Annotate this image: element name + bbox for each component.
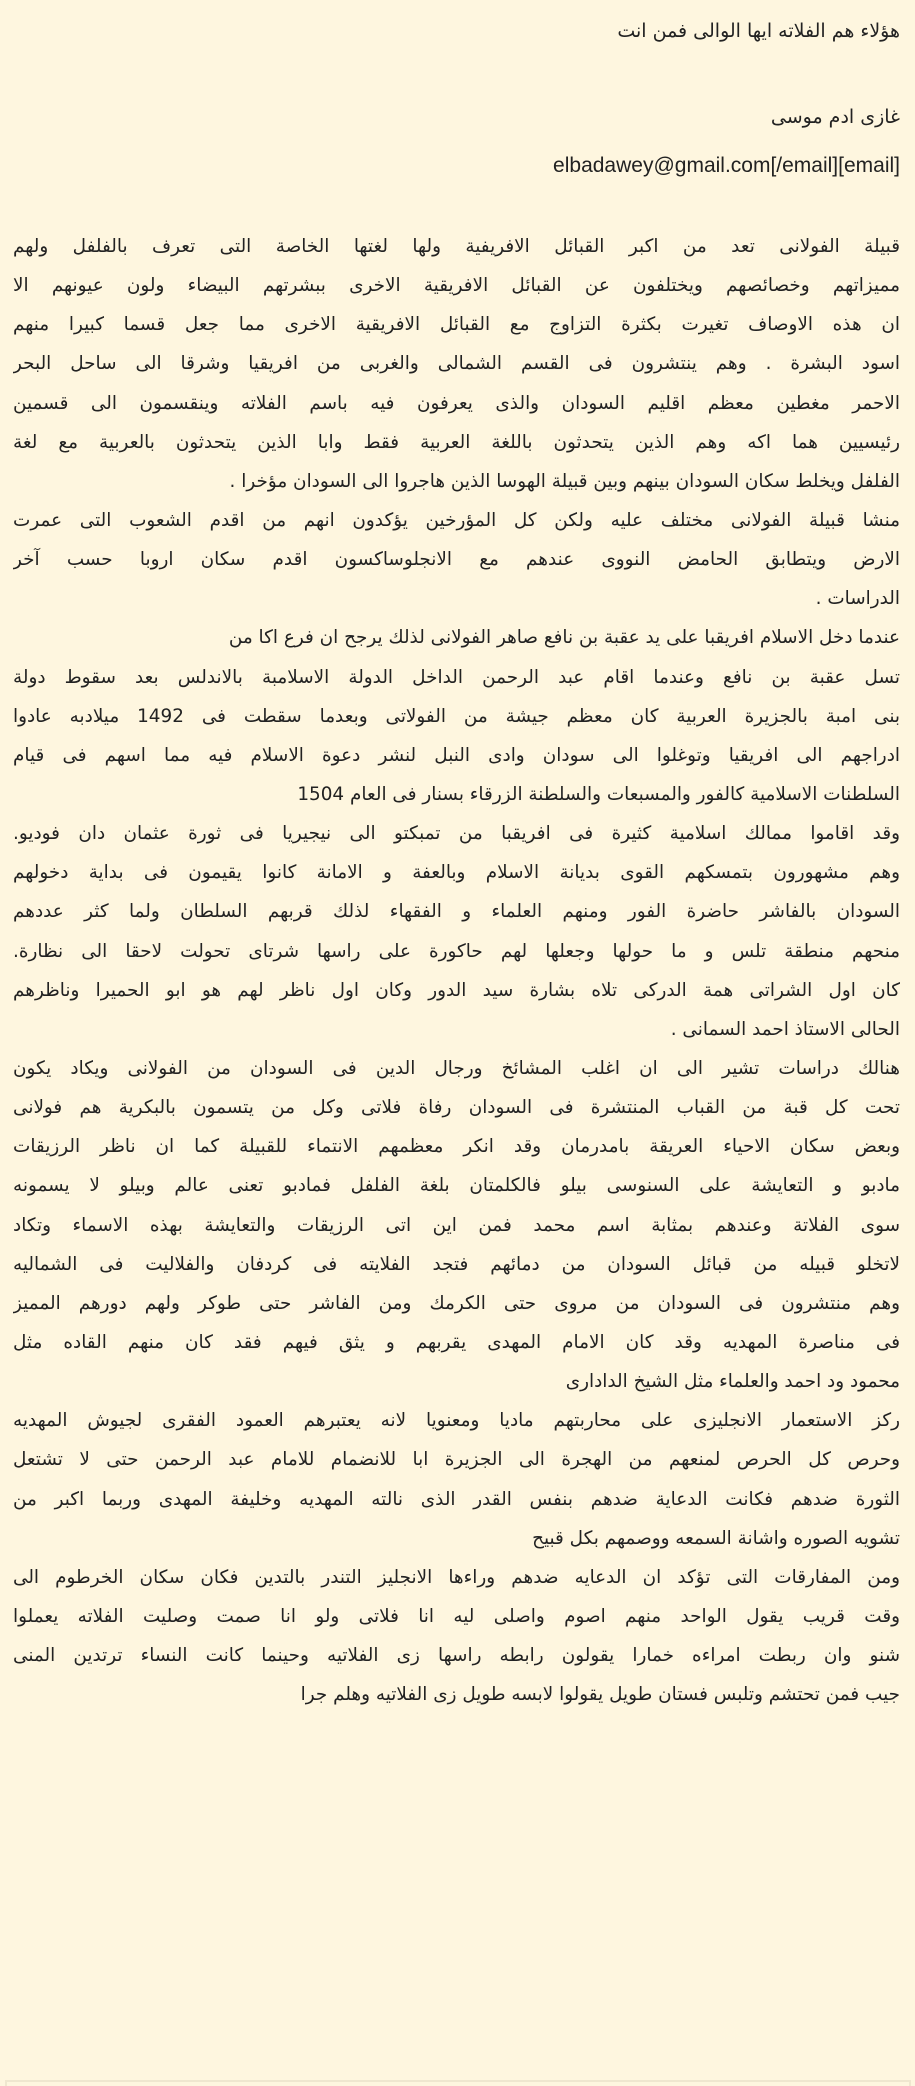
article-line: سوى الفلاتة وعندهم بمثابة اسم محمد فمن اين اتى الرزيقات والتعايشة بهذه الاسماء وتكاد xyxy=(13,1214,900,1236)
author-email[interactable]: elbadawey@gmail.com[/email][email] xyxy=(553,154,900,177)
article-line: تحت كل قبة من القباب المنتشرة فى السودان رفاة فلاتى وكل من يتسمون بالبكرية هم فولانى xyxy=(13,1097,900,1119)
article-line: وبعض سكان الاحياء العريقة بامدرمان وقد انكر معظمهم الانتماء للقبيلة كما ان ناظر الرزيقات xyxy=(13,1136,900,1158)
article-line: ادراجهم الى افريقيا وتوغلوا الى سودان وادى النبل لنشر دعوة الاسلام فيه مما اسهم فى قيام xyxy=(13,744,900,766)
article-line: الفلفل ويخلط سكان السودان بينهم وبين قبيلة الهوسا الذين هاجروا الى السودان مؤخرا . xyxy=(229,470,900,492)
article-line: الاحمر مغطين معظم اقليم السودان والذى يعرفون فيه باسم الفلاته وينقسمون الى قسمين xyxy=(13,392,900,414)
article-title: هؤلاء هم الفلاته ايها الوالى فمن انت xyxy=(617,20,900,42)
article-line: الدراسات . xyxy=(815,588,900,610)
article-line: ركز الاستعمار الانجليزى على محاربتهم ماديا ومعنويا لانه يعتبرهم العمود الفقرى لجيوش المهديه xyxy=(13,1410,900,1432)
article-line: الارض ويتطابق الحامض النووى عندهم مع الانجلوساكسون اقدم سكان اروبا حسب آخر xyxy=(13,549,900,571)
article-line: عندما دخل الاسلام افريقبا على يد عقبة بن نافع صاهر الفولانى لذلك يرجح ان فرع اكا من xyxy=(228,627,900,649)
article-line: اسود البشرة . وهم ينتشرون فى القسم الشمالى والغربى من افريقيا وشرقا الى ساحل البحر xyxy=(13,353,900,375)
article-line: شنو وان ربطت امراءه خمارا يقولون رابطه راسها زى الفلاتيه وحينما كانت النساء ترتدين المنى xyxy=(13,1645,900,1667)
article-line: الثورة ضدهم فكانت الدعاية ضدهم بنفس القدر الذى نالته المهديه وخليفة المهدى وربما اكبر من xyxy=(13,1488,900,1510)
article-line: وقد اقاموا ممالك اسلامية كثيرة فى افريقبا من تمبكتو الى نيجيريا فى ثورة عثمان دان فوديو. xyxy=(13,823,900,845)
article-line: تسل عقبة بن نافع وعندما اقام عبد الرحمن الداخل الدولة الاسلامبة بالاندلس بعد سقوط دولة xyxy=(13,666,900,688)
article-line: وهم مشهورون بتمسكهم القوى بديانة الاسلام وبالعفة و الامانة كانوا يقيمون فى بداية دخولهم xyxy=(13,862,900,884)
article-line: هنالك دراسات تشير الى ان اغلب المشائخ ورجال الدين فى السودان من الفولانى ويكاد يكون xyxy=(13,1057,900,1079)
article-line: منحهم منطقة تلس و ما حولها وجعلها لهم حاكورة على راسها شرتاى تحولت لاحقا الى نظارة. xyxy=(13,940,900,962)
article-line: السودان بالفاشر حاضرة الفور ومنهم العلماء و الفقهاء لذلك قربهم السلطان ولما كثر عددهم xyxy=(13,901,900,923)
article-line: بنى امبة بالجزيرة العربية كان معظم جيشة من الفولاتى وبعدما سقطت فى 1492 ميلادبه عادوا xyxy=(13,705,900,727)
article-line: قبيلة الفولانى تعد من اكبر القبائل الافريفية ولها لغتها الخاصة التى تعرف بالفلفل ولهم xyxy=(13,236,900,257)
article-body xyxy=(13,227,900,1714)
article-line: مميزاتهم وخصائصهم ويختلفون عن القبائل الافريقية الاخرى ببشرتهم البيضاء ولون عيونهم الا xyxy=(13,275,900,297)
article-line: محمود ود احمد والعلماء مثل الشيخ الدادارى xyxy=(565,1371,900,1393)
article-line: ان هذه الاوصاف تغيرت بكثرة التزاوج مع القبائل الافريقية الاخرى مما جعل قسما كبيرا منهم xyxy=(13,314,900,336)
article-line: لاتخلو قبيله من قبائل السودان من دمائهم فتجد الفلايته فى كردفان والفلاليت فى الشماليه xyxy=(13,1253,900,1275)
article-line: رئيسيين هما اكه وهم الذين يتحدثون باللغة العربية فقط وابا الذين يتحدثون بالعربية مع لغة xyxy=(13,431,900,453)
article-line: ومن المفارقات التى تؤكد ان الدعايه ضدهم وراءها الانجليز التندر بالتدين فكان سكان الخرطوم الى xyxy=(13,1566,900,1588)
article-line: وحرص كل الحرص لمنعهم من الهجرة الى الجزيرة ابا للانضمام للامام عبد الرحمن حتى لا تشتعل xyxy=(13,1449,900,1471)
article-line: الحالى الاستاذ احمد السمانى . xyxy=(670,1018,900,1040)
article-line: تشويه الصوره واشانة السمعه ووصمهم بكل قبيح xyxy=(532,1527,900,1549)
article-line: كان اول الشراتى همة الدركى تلاه بشارة سيد الدور وكان اول ناظر لهم هو ابو الحميرا وناظرهم xyxy=(13,979,900,1001)
article-line: جيب فمن تحتشم وتلبس فستان طويل يقولوا لابسه طويل زى الفلاتيه وهلم جرا xyxy=(300,1684,900,1706)
article-line: وهم منتشرون فى السودان من مروى حتى الكرمك ومن الفاشر حتى طوكر ولهم دورهم المميز xyxy=(13,1292,900,1314)
article-line: وقت قريب يقول الواحد منهم اصوم واصلى ليه انا فلاتى ولو انا صمت وصليت الفلاته يعملوا xyxy=(13,1605,900,1627)
author-name: غازى ادم موسى xyxy=(770,106,900,128)
comment-box xyxy=(5,2080,911,2086)
article-line: مادبو و التعايشة على السنوسى بيلو فالكلمتان بلغة الفلفل فمادبو تعنى عالم وبيلو لا يسمونه xyxy=(13,1175,900,1197)
article-line: منشا قبيلة الفولانى مختلف عليه ولكن كل المؤرخين يؤكدون انهم من اقدم الشعوب التى عمرت xyxy=(13,509,900,531)
article-line: السلطنات الاسلامية كالفور والمسبعات والسلطنة الزرقاء بسنار فى العام 1504 xyxy=(297,783,900,805)
article-line: فى مناصرة المهديه وقد كان الامام المهدى يقربهم و يثق فيهم فقد كان منهم القاده مثل xyxy=(13,1331,900,1353)
